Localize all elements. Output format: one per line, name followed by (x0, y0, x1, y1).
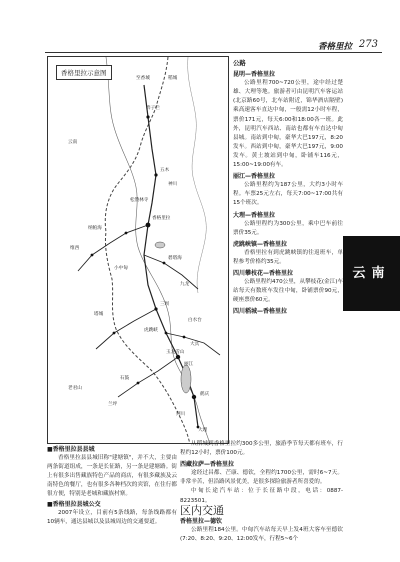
map-label: 维西 (70, 246, 80, 251)
map-label: 五木 (160, 168, 170, 173)
map-label: 大具 (190, 342, 200, 347)
route-paragraph: 途经过昌都、芒康、德钦，全程约1700公里，需时6~7天。非常辛苦，但沿路风景优美，是很多探险旅游者所喜爱的。 (180, 470, 343, 486)
map-label: 石鼓 (120, 376, 130, 381)
map-label: 奔子栏 (146, 106, 160, 111)
section-title-local-transport: 区内交通 (180, 503, 224, 517)
route-title: 昆明—香格里拉 (233, 71, 276, 79)
wide-block (180, 440, 343, 544)
info-box-paragraph: 香格里拉县县城旧称"建塘镇"，并不大，主要由两条街道组成，一条是长征路，另一条是建塘路。街上有很多出售藏族特色产品的商店，有很多藏族及云南特色的餐厅，也有很多各种档次的宾馆，在住行都很方便，特别是老城和藏族村寨。 (47, 455, 177, 498)
section-title-road: 公路 (233, 59, 246, 67)
map-label: 松赞林寺 (130, 198, 149, 203)
map-label: 兰坪 (108, 402, 118, 407)
route-title: 四川稻城—香格里拉 (233, 308, 288, 316)
info-box-title: ■香格里拉县县城 (47, 446, 95, 453)
map-label: 稻城 (168, 76, 178, 81)
map-label: 虎跳峡 (144, 328, 158, 333)
map-label: 九龙 (180, 282, 190, 287)
side-tab-label: 云南 (352, 266, 391, 281)
station-paragraph: 中甸长途汽车站：位于长征路中段，电话：0887-8223501。 (180, 488, 343, 504)
route-paragraph: 公路里程约470公里，从攀枝花(金江)车站每天有数班车发往中甸，卧铺票价90元，硬座票价60元。 (233, 279, 343, 304)
map-label: 香格里拉 (152, 216, 171, 221)
route-paragraph: 公路里程约为187公里，大约3小时车程。车票25元左右，每天7:00~17:00共有15个班次。 (233, 182, 343, 207)
shangrila-map (47, 56, 229, 444)
page-header (0, 0, 400, 54)
route-paragraph: 香格里拉有到虎跳峡镇的往返班车，单程参考价格约35元。 (233, 249, 343, 265)
running-title: 香格里拉 (317, 42, 352, 52)
right-column (233, 59, 343, 317)
route-title: 西藏拉萨—香格里拉 (180, 461, 235, 469)
map-label: 白水台 (188, 318, 202, 323)
route-paragraph: 公路里程700~720公里，途中经过楚雄、大理等地。旅游者可由昆明汽车客运站(北京路60号，北车站附近，锦华酒店隔壁)乘高速客车直达中甸，一般需12小时车程，票价171元，每天6:00和18:00各一班。此外，昆明汽车西站、南站也都有车直达中甸县城。南站到中甸，豪华大巴197元，8:20发车。西站到中甸，豪华大巴197元，9:00发车。黄土坡站到中甸，卧铺车116元，15:00~19:00有车。 (233, 80, 343, 169)
map-label: 小中甸 (114, 266, 128, 271)
route-title: 四川攀枝花—香格里拉 (233, 270, 294, 278)
route-title: 大理—香格里拉 (233, 211, 276, 219)
map-label: 玉龙雪山 (166, 350, 185, 355)
route-title: 香格里拉—德钦 (180, 517, 223, 525)
header-rule (45, 52, 382, 53)
route-title: 虎跳峡镇—香格里拉 (233, 240, 288, 248)
map-label: 碧塔海 (168, 256, 182, 261)
map-label: 神川 (168, 182, 178, 187)
map-title: 香格里拉示意图 (56, 65, 112, 80)
route-title: 丽江—香格里拉 (233, 173, 276, 181)
side-thumb-tab (343, 236, 400, 311)
map-label: 纳帕海 (88, 226, 102, 231)
map-label: 云南 (68, 140, 78, 145)
route-paragraph: 公路里程约为300公里，乘中巴车前往票价35元。 (233, 220, 343, 236)
info-box-title: ■香格里拉县城公交 (47, 500, 101, 508)
page-number: 273 (358, 39, 378, 50)
map-label: 三坝 (160, 302, 170, 307)
route-paragraph: 公路里程184公里。中甸汽车站每天早上发4班大客车至德钦(7:20、8:20、9:20、12:00发车，行程5~6个 (180, 526, 343, 542)
map-label: 剑川 (176, 412, 186, 417)
map-label: 至香城 (136, 76, 150, 81)
map-label: 塔城 (94, 312, 104, 317)
left-column (47, 445, 177, 527)
info-box-paragraph: 2007年设立，目前有5条线路，每条线路都有10辆车，通达县城以及县城周边的交通要道。 (47, 509, 177, 525)
map-label: 大理 (198, 428, 208, 433)
map-label: 老君山 (68, 386, 82, 391)
route-paragraph: 从稻城到香格里拉约300多公里，旅游季节每天都有班车，行程约12小时，票价100元。 (180, 441, 343, 457)
map-label: 鹤庆 (200, 392, 210, 397)
map-label: 丽江 (184, 362, 194, 367)
